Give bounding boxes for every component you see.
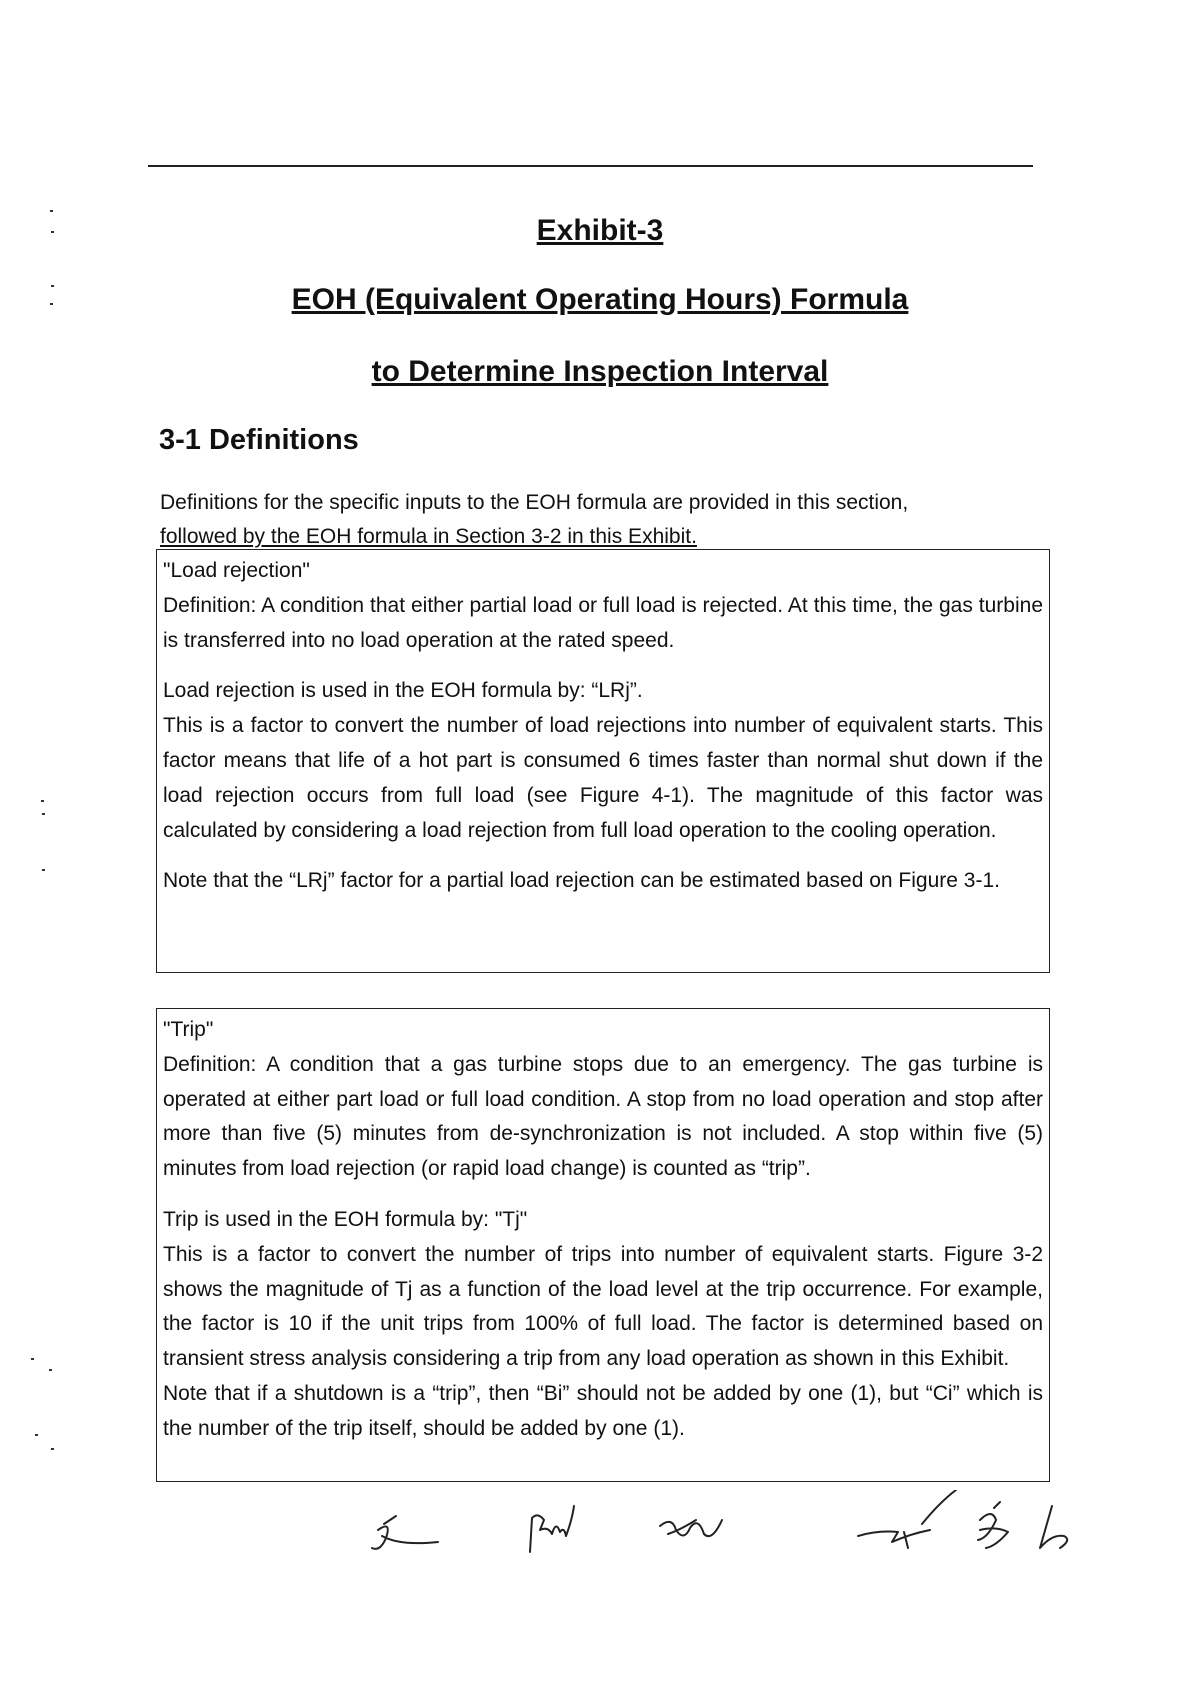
top-divider — [148, 165, 1033, 167]
scan-artifact — [35, 1434, 38, 1436]
intro-paragraph — [160, 486, 1045, 554]
intro-line-1: Definitions for the specific inputs to the EOH formula are provided in this section, — [160, 491, 909, 514]
load-rejection-term: "Load rejection" — [163, 559, 310, 582]
load-rejection-note: Note that the “LRj” factor for a partial load rejection can be estimated based on Figure 3-1. — [163, 869, 1000, 893]
signature-4 — [858, 1490, 956, 1548]
load-rejection-explanation: This is a factor to convert the number of load rejections into number of equivalent starts. This factor means that life of a hot part is consumed 6 times faster than normal shut down if the load rejection occurs from full load (see Figure 4-1). The magnitude of this factor was calculated by considering a load rejection from full load operation to the cooling operation. — [163, 714, 1043, 842]
signature-5 — [978, 1502, 1008, 1548]
load-rejection-definition-box — [156, 549, 1050, 973]
exhibit-title: Exhibit-3 — [536, 214, 664, 247]
trip-note: Note that if a shutdown is a “trip”, then “Bi” should not be added by one (1), but “Ci” which is the number of the trip itself, should be added by one (1). — [163, 1381, 1043, 1440]
signature-3 — [660, 1520, 722, 1536]
scan-artifact — [51, 285, 54, 287]
trip-definition-box — [156, 1008, 1050, 1482]
trip-explanation: This is a factor to convert the number of trips into number of equivalent starts. Figure 3-2 shows the magnitude of Tj as a function of the load level at the trip occurrence. For example, the factor is 10 if the unit trips from 100% of full load. The factor is determined based on transient stress analysis considering a trip from any load operation as shown in this Exhibit. — [163, 1242, 1043, 1371]
signature-6 — [1040, 1506, 1067, 1548]
signature-1 — [372, 1516, 438, 1549]
signature-area — [0, 1490, 1200, 1580]
load-rejection-definition: Definition: A condition that either partial load or full load is rejected. At this time, the gas turbine is transferred into no load operation at the rated speed. — [163, 593, 1043, 652]
signature-2 — [530, 1506, 574, 1552]
trip-definition: Definition: A condition that a gas turbine stops due to an emergency. The gas turbine is operated at either part load or full load condition. A stop from no load operation and stop after more than five (5) minutes from de-synchronization is not included. A stop within five (5) minutes from load rejection (or rapid load change) is counted as “trip”. — [163, 1052, 1043, 1181]
scan-artifact — [49, 1369, 52, 1371]
scan-artifact — [31, 1358, 34, 1360]
document-title: EOH (Equivalent Operating Hours) Formula — [291, 283, 909, 316]
document-subtitle: to Determine Inspection Interval — [371, 355, 829, 388]
trip-term: "Trip" — [163, 1018, 214, 1041]
scan-artifact — [42, 869, 45, 871]
section-heading: 3-1 Definitions — [159, 424, 359, 456]
intro-line-2: followed by the EOH formula in Section 3-2 in this Exhibit. — [160, 525, 697, 548]
handwritten-signatures — [0, 1490, 1200, 1580]
scan-artifact — [51, 231, 54, 233]
trip-usage: Trip is used in the EOH formula by: "Tj" — [163, 1207, 528, 1231]
scan-artifact — [51, 1448, 54, 1450]
scan-artifact — [50, 210, 53, 212]
scan-artifact — [50, 303, 53, 305]
scan-artifact — [41, 800, 44, 802]
scan-artifact — [42, 813, 45, 815]
load-rejection-usage: Load rejection is used in the EOH formula by: “LRj”. — [163, 679, 643, 703]
